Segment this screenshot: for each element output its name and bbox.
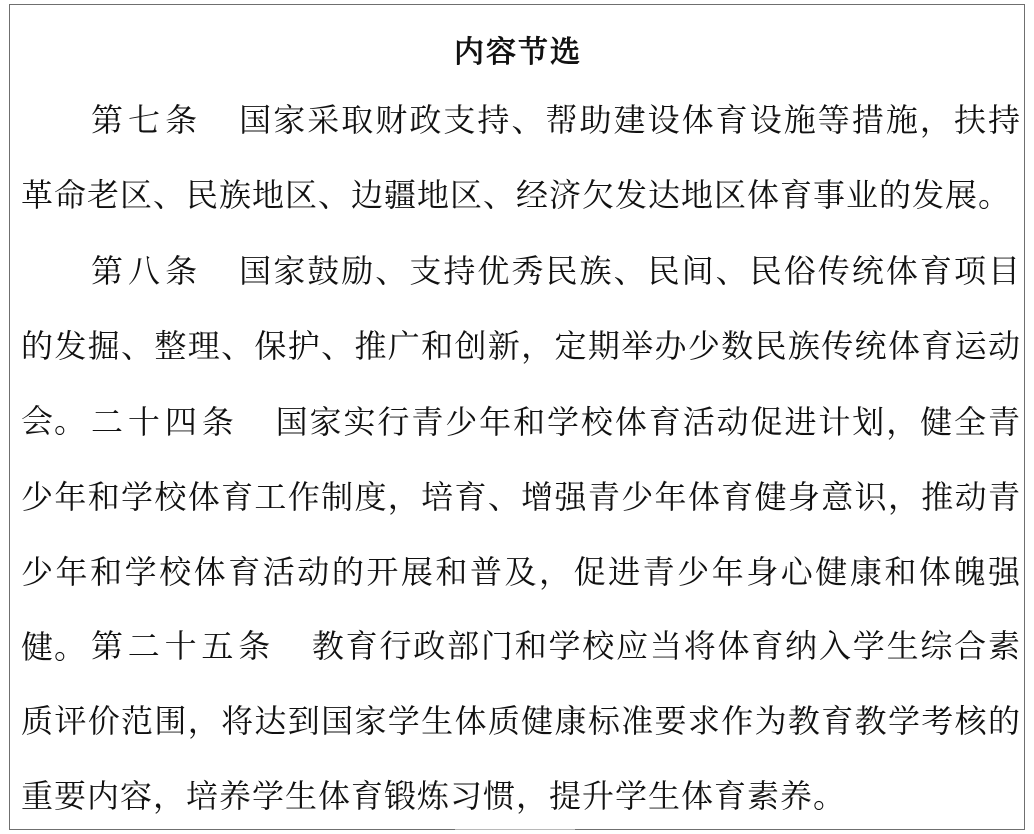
bottom-divider	[455, 829, 575, 830]
article-text: 国家实行青少年和学校体育活动促进计划，健全青少年和学校体育工作制度，培育、增强青少年体育健身意识，推动青少年和学校体育活动的开展和普及，促进青少年身心健康和体魄强健。	[21, 403, 1021, 666]
article-label: 第八条	[91, 252, 203, 290]
article-label: 第七条	[91, 101, 203, 139]
article-label: 二十四条	[91, 403, 239, 441]
article-label: 第二十五条	[91, 627, 276, 665]
article-text: 教育行政部门和学校应当将体育纳入学生综合素质评价范围，将达到国家学生体质健康标准要求作为教育教学考核的重要内容，培养学生体育锻炼习惯，提升学生体育素养。	[21, 627, 1021, 815]
document-title: 内容节选	[454, 35, 582, 70]
article-text: 国家鼓励、支持优秀民族、民间、民俗传统体育项目的发掘、整理、保护、推广和创新，定期举办少数民族传统体育运动会。	[21, 252, 1021, 440]
document-frame	[9, 4, 1025, 830]
article-text: 国家采取财政支持、帮助建设体育设施等措施，扶持革命老区、民族地区、边疆地区、经济欠发达地区体育事业的发展。	[21, 101, 1021, 214]
article-paragraph	[21, 83, 1021, 233]
article-paragraph	[21, 609, 1021, 834]
